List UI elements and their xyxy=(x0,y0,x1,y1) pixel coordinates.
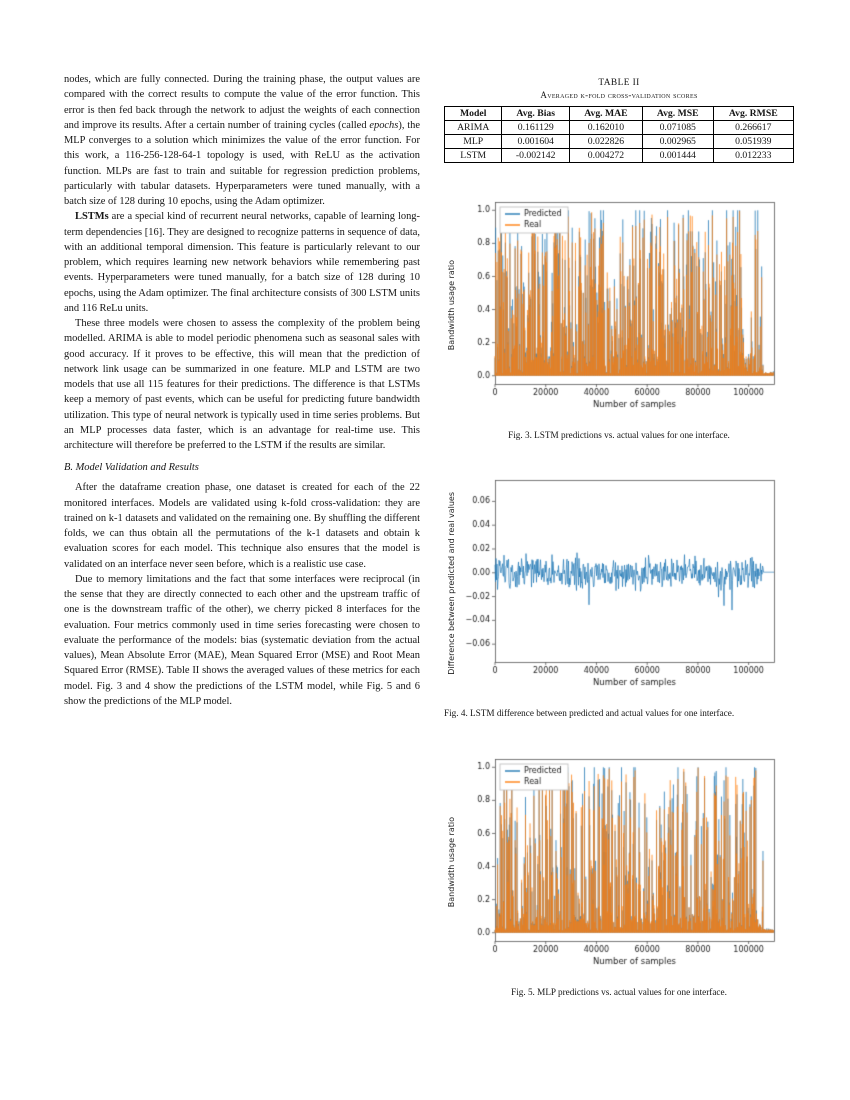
figure-4 xyxy=(444,471,794,719)
cell-mlp-model: MLP xyxy=(445,135,502,149)
table2-label: TABLE II xyxy=(598,78,640,88)
figure-3 xyxy=(444,193,794,441)
paragraph-metrics: Due to memory limitations and the fact that some interfaces were reciprocal (in the sense that they are directly connected to each other and the upstream traffic of one is the downstream traffic of the other), we cherry picked 8 interfaces for the evaluation. Four metrics commonly used in time series forecasting were chosen to evaluate the performance of the models: bias (systematic deviation from the actual values), Mean Absolute Error (MAE), Mean Squared Error (MSE) and Root Mean Squared Error (RMSE). Table II shows the averaged values of these metrics for each model. Fig. 3 and 4 show the predictions of the LSTM model, while Fig. 5 and 6 show the predictions of the MLP model. xyxy=(64,573,420,707)
cell-lstm-mae: 0.004272 xyxy=(569,149,642,163)
figure-3-ylabel-text: Bandwidth usage ratio xyxy=(447,259,456,351)
cell-arima-mse: 0.071085 xyxy=(642,121,713,135)
mlp-predictions-chart xyxy=(459,750,781,974)
table-header-avg-mae: Avg. MAE xyxy=(569,107,642,121)
table-header-avg-rmse: Avg. RMSE xyxy=(713,107,793,121)
figure-4-caption: Fig. 4. LSTM difference between predicted and actual values for one interface. xyxy=(444,708,735,719)
figure-4-plot xyxy=(444,471,794,695)
paragraph-models-comparison: These three models were chosen to assess the complexity of the problem being modelled. ARIMA is able to model periodic phenomena such as seasonal sales with good accuracy. If it proves to be effective, this will mean that the prediction of network link usage can be summarized in one feature. MLP and LSTM are two models that use all 115 features for their predictions. The difference is that LSTMs keep a memory of past events, which can be useful for predicting future bandwidth utilization. This type of neural network is typically used in time series problems. But an MLP processes data faster, which is an advantage for real-time use. This architecture will therefore be preferred to the LSTM if the results are similar. xyxy=(64,318,420,451)
cell-mlp-mae: 0.022826 xyxy=(569,135,642,149)
table-row-arima xyxy=(445,121,794,135)
figure-3-ylabel xyxy=(444,193,459,417)
subsection-heading-model-validation: B. Model Validation and Results xyxy=(64,462,199,474)
figure-5-ylabel xyxy=(444,750,459,974)
lstm-difference-chart xyxy=(459,471,781,695)
figure-5-ylabel-text: Bandwidth usage ratio xyxy=(447,816,456,907)
table2-title: Averaged k-fold cross-validation scores xyxy=(540,90,698,100)
figure-5-plot xyxy=(444,750,794,974)
cell-arima-model: ARIMA xyxy=(445,121,502,135)
table2-block xyxy=(444,78,794,163)
table-header-row xyxy=(445,107,794,121)
table-row-lstm xyxy=(445,149,794,163)
paragraph-lstm-rest: are a special kind of recurrent neural networks, capable of learning long-term dependencies [16]. They are designed to recognize patterns in sequence of data, with an additional temporal dimension. This feature is particularly relevant to our problem, which requires learning new network behaviors while remembering past events. Hyperparameters were tuned manually, for a batch size of 128 during 10 epochs, using the Adam optimizer. The final architecture consists of 300 LSTM units and 116 ReLu units. xyxy=(64,211,420,314)
cell-arima-mae: 0.162010 xyxy=(569,121,642,135)
paragraph-mlp-italic-epochs: epochs xyxy=(369,119,399,131)
cell-mlp-bias: 0.001604 xyxy=(502,135,570,149)
figure-5-caption: Fig. 5. MLP predictions vs. actual values for one interface. xyxy=(511,986,727,997)
table-row-mlp xyxy=(445,135,794,149)
figure-3-plot xyxy=(444,193,794,417)
cell-lstm-model: LSTM xyxy=(445,149,502,163)
paragraph-lstm xyxy=(64,209,420,316)
cell-arima-rmse: 0.266617 xyxy=(713,121,793,135)
figure-4-ylabel xyxy=(444,471,459,695)
figure-4-ylabel-text: Difference between predicted and real values xyxy=(447,492,456,675)
table-header-model: Model xyxy=(445,107,502,121)
table-header-avg-bias: Avg. Bias xyxy=(502,107,570,121)
paragraph-mlp-part2: ), the MLP converges to a solution which minimizes the value of the error function. For this work, a 116-256-128-64-1 topology is used, with ReLU as the activation function. MLPs are fast to train and suitable for regression prediction problems, particularly with tabular datasets. Hyperparameters were tuned manually, with a batch size of 128 during 10 epochs, using the Adam optimizer. xyxy=(64,119,420,207)
paragraph-mlp-part1: nodes, which are fully connected. During the training phase, the output values are compared with the correct results to compute the value of the error function. This error is then fed back through the network to adjust the weights of each connection and improve its results. After a certain number of training cycles (called xyxy=(64,74,420,131)
cell-lstm-bias: -0.002142 xyxy=(502,149,570,163)
cell-mlp-mse: 0.002965 xyxy=(642,135,713,149)
paragraph-kfold: After the dataframe creation phase, one dataset is created for each of the 22 monitored interfaces. Models are validated using k-fold cross-validation: they are trained on k-1 datasets and validated on the remaining one. By shuffling the different folds, we can thus obtain all the permutations of the k-1 datasets and obtain k evaluation scores for each model. This technique also ensures that the model is validated on an interface never seen before, which is a realistic use case. xyxy=(64,482,420,570)
lstm-predictions-chart xyxy=(459,193,781,417)
left-column xyxy=(64,72,420,1100)
figure-5 xyxy=(444,750,794,998)
paragraph-mlp xyxy=(64,72,420,209)
cross-validation-scores-table xyxy=(444,106,794,163)
figure-3-caption: Fig. 3. LSTM predictions vs. actual values for one interface. xyxy=(508,430,730,440)
cell-arima-bias: 0.161129 xyxy=(502,121,570,135)
cell-lstm-rmse: 0.012233 xyxy=(713,149,793,163)
cell-mlp-rmse: 0.051939 xyxy=(713,135,793,149)
right-column xyxy=(444,72,794,1100)
table-header-avg-mse: Avg. MSE xyxy=(642,107,713,121)
paragraph-lstm-bold: LSTMs xyxy=(75,211,109,223)
cell-lstm-mse: 0.001444 xyxy=(642,149,713,163)
